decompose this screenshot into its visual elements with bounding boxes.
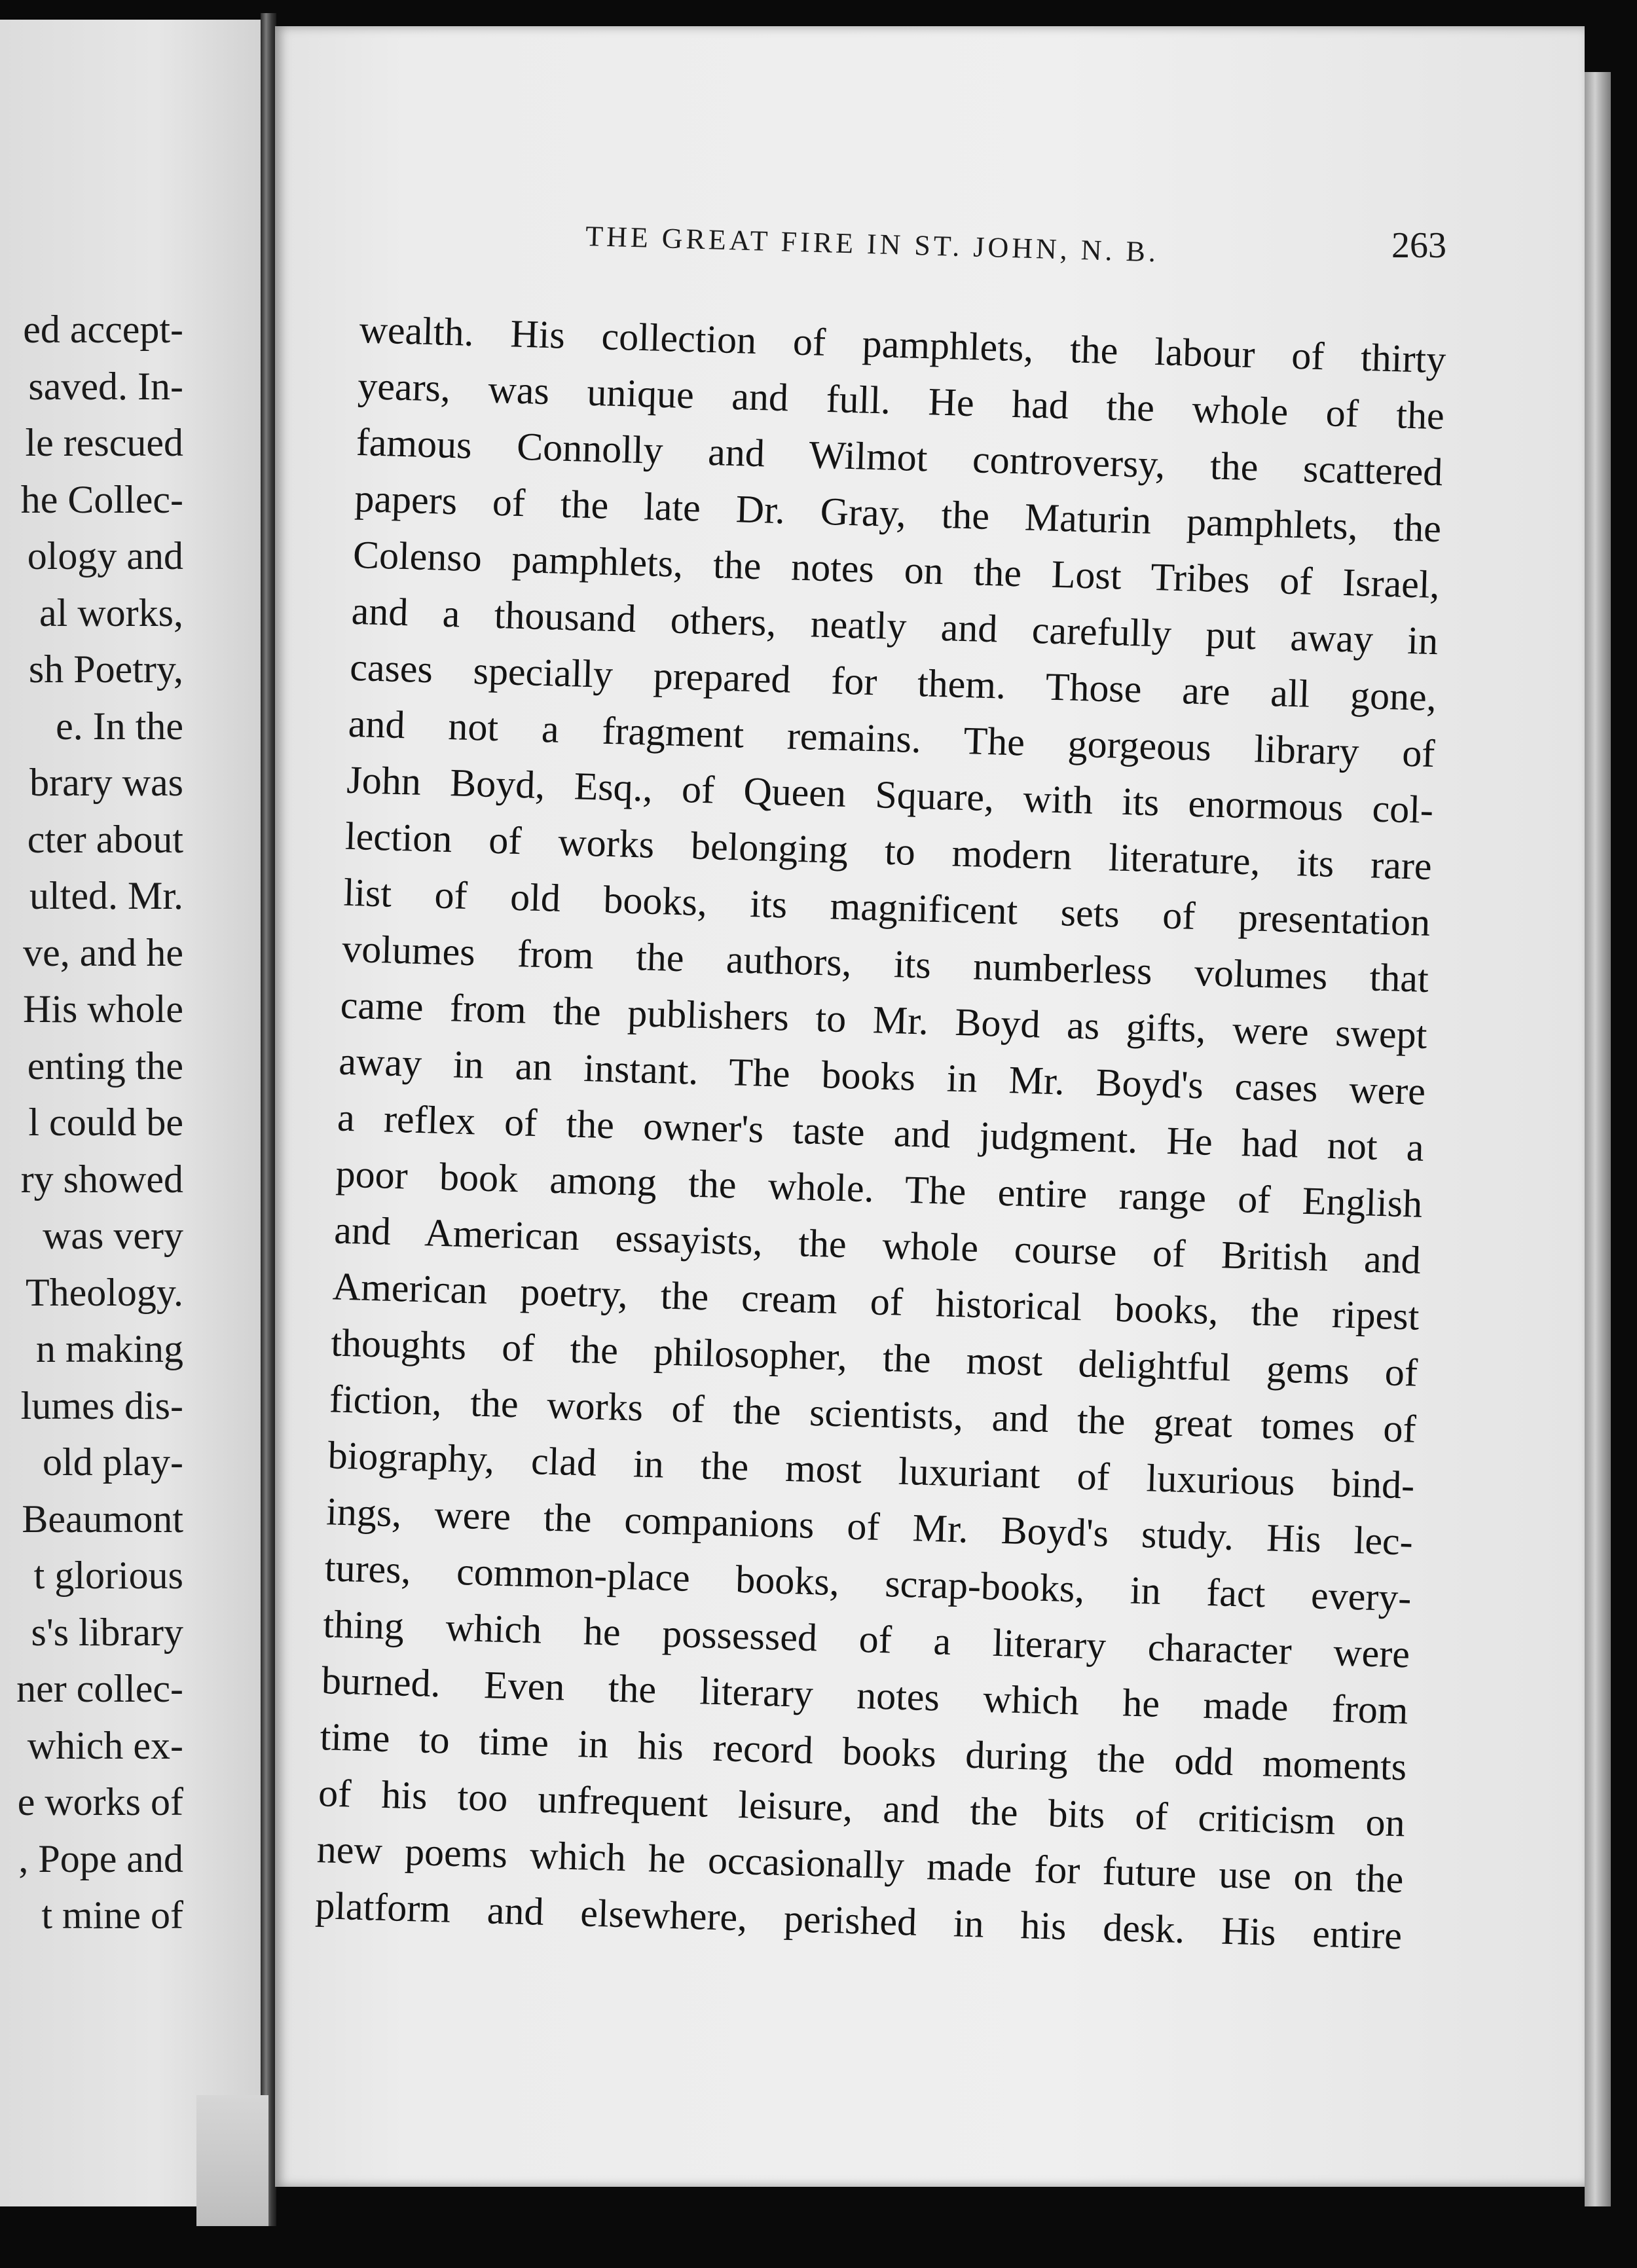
- text-line: sh Poetry,: [28, 648, 183, 691]
- text-line: and American essayists, the whole course of British and: [333, 1208, 1422, 1282]
- text-line: l could be: [28, 1101, 183, 1144]
- text-line: was very: [43, 1214, 183, 1257]
- current-page: [275, 26, 1585, 2187]
- running-head: THE GREAT FIRE IN ST. JOHN, N. B.: [585, 219, 1160, 268]
- text-line: t mine of: [41, 1893, 183, 1937]
- text-line: poor book among the whole. The entire range of English: [335, 1152, 1424, 1226]
- binding-edge: [196, 2095, 268, 2226]
- text-line: which ex-: [27, 1723, 183, 1767]
- text-line: le rescued: [25, 421, 183, 464]
- text-line: enting the: [27, 1044, 183, 1088]
- text-line: Colenso pamphlets, the notes on the Lost Tribes of Israel,: [352, 532, 1441, 607]
- text-line: ner collec-: [16, 1667, 183, 1710]
- text-line: Theology.: [25, 1270, 183, 1314]
- text-line: ulted. Mr.: [29, 874, 183, 917]
- text-line: t glorious: [33, 1554, 183, 1597]
- text-line: His whole: [23, 987, 183, 1031]
- text-line: ry showed: [20, 1157, 183, 1201]
- text-line: famous Connolly and Wilmot controversy, the scattered: [356, 420, 1444, 494]
- text-line: tures, common-place books, scrap-books, in fact every-: [324, 1546, 1412, 1620]
- text-line: platform and elsewhere, perished in his desk. His entire: [314, 1884, 1403, 1958]
- text-line: ings, were the companions of Mr. Boyd's study. His lec-: [325, 1490, 1414, 1564]
- text-line: , Pope and: [18, 1837, 183, 1880]
- page-header: [275, 219, 1454, 278]
- text-line: came from the publishers to Mr. Boyd as gifts, were swept: [340, 983, 1428, 1057]
- text-line: s's library: [31, 1610, 183, 1654]
- text-line: ve, and he: [23, 930, 183, 974]
- page-number: 263: [1391, 225, 1446, 266]
- previous-page-text: [0, 301, 183, 1944]
- text-line: a reflex of the owner's taste and judgment. He had not a: [337, 1095, 1425, 1169]
- text-line: years, was unique and full. He had the whole of the: [357, 363, 1445, 438]
- text-line: ology and: [27, 534, 183, 577]
- text-line: and not a fragment remains. The gorgeous library of: [348, 701, 1436, 776]
- text-line: thing which he possessed of a literary character were: [322, 1602, 1410, 1676]
- text-line: fiction, the works of the scientists, and the great tomes of: [329, 1377, 1417, 1451]
- text-line: old play-: [43, 1440, 183, 1484]
- text-line: e. In the: [56, 704, 183, 748]
- book-gutter: [261, 13, 276, 2226]
- text-line: n making: [36, 1327, 183, 1370]
- text-line: thoughts of the philosopher, the most delightful gems of: [330, 1321, 1418, 1395]
- text-line: of his too unfrequent leisure, and the bits of criticism on: [318, 1771, 1406, 1845]
- text-line: papers of the late Dr. Gray, the Maturin pamphlets, the: [354, 476, 1442, 551]
- text-line: biography, clad in the most luxuriant of luxurious bind-: [327, 1433, 1416, 1507]
- text-line: and a thousand others, neatly and carefully put away in: [350, 589, 1439, 663]
- text-line: wealth. His collection of pamphlets, the labour of thirty: [358, 307, 1447, 382]
- text-line: Beaumont: [22, 1497, 183, 1541]
- text-line: brary was: [29, 761, 183, 804]
- text-line: new poems which he occasionally made for future use on the: [316, 1827, 1405, 1901]
- text-line: time to time in his record books during the odd moments: [319, 1715, 1408, 1789]
- text-line: al works,: [39, 591, 183, 634]
- text-line: ed accept-: [23, 308, 183, 351]
- text-line: away in an instant. The books in Mr. Boyd's cases were: [338, 1039, 1426, 1113]
- text-line: lection of works belonging to modern literature, its rare: [344, 814, 1433, 888]
- previous-page: [0, 20, 262, 2206]
- text-line: burned. Even the literary notes which he made from: [321, 1658, 1409, 1732]
- text-line: volumes from the authors, its numberless volumes that: [341, 926, 1429, 1000]
- page-edge: [1585, 72, 1611, 2206]
- text-line: cter about: [27, 817, 183, 861]
- text-line: list of old books, its magnificent sets of presentation: [342, 870, 1431, 944]
- text-line: cases specially prepared for them. Those are all gone,: [349, 645, 1437, 720]
- body-text: [314, 301, 1446, 1964]
- text-line: saved. In-: [28, 364, 183, 408]
- text-line: lumes dis-: [20, 1383, 183, 1427]
- text-line: he Collec-: [20, 477, 183, 521]
- text-line: American poetry, the cream of historical books, the ripest: [332, 1264, 1420, 1338]
- text-line: e works of: [17, 1780, 183, 1823]
- text-line: John Boyd, Esq., of Queen Square, with its enormous col-: [346, 758, 1434, 832]
